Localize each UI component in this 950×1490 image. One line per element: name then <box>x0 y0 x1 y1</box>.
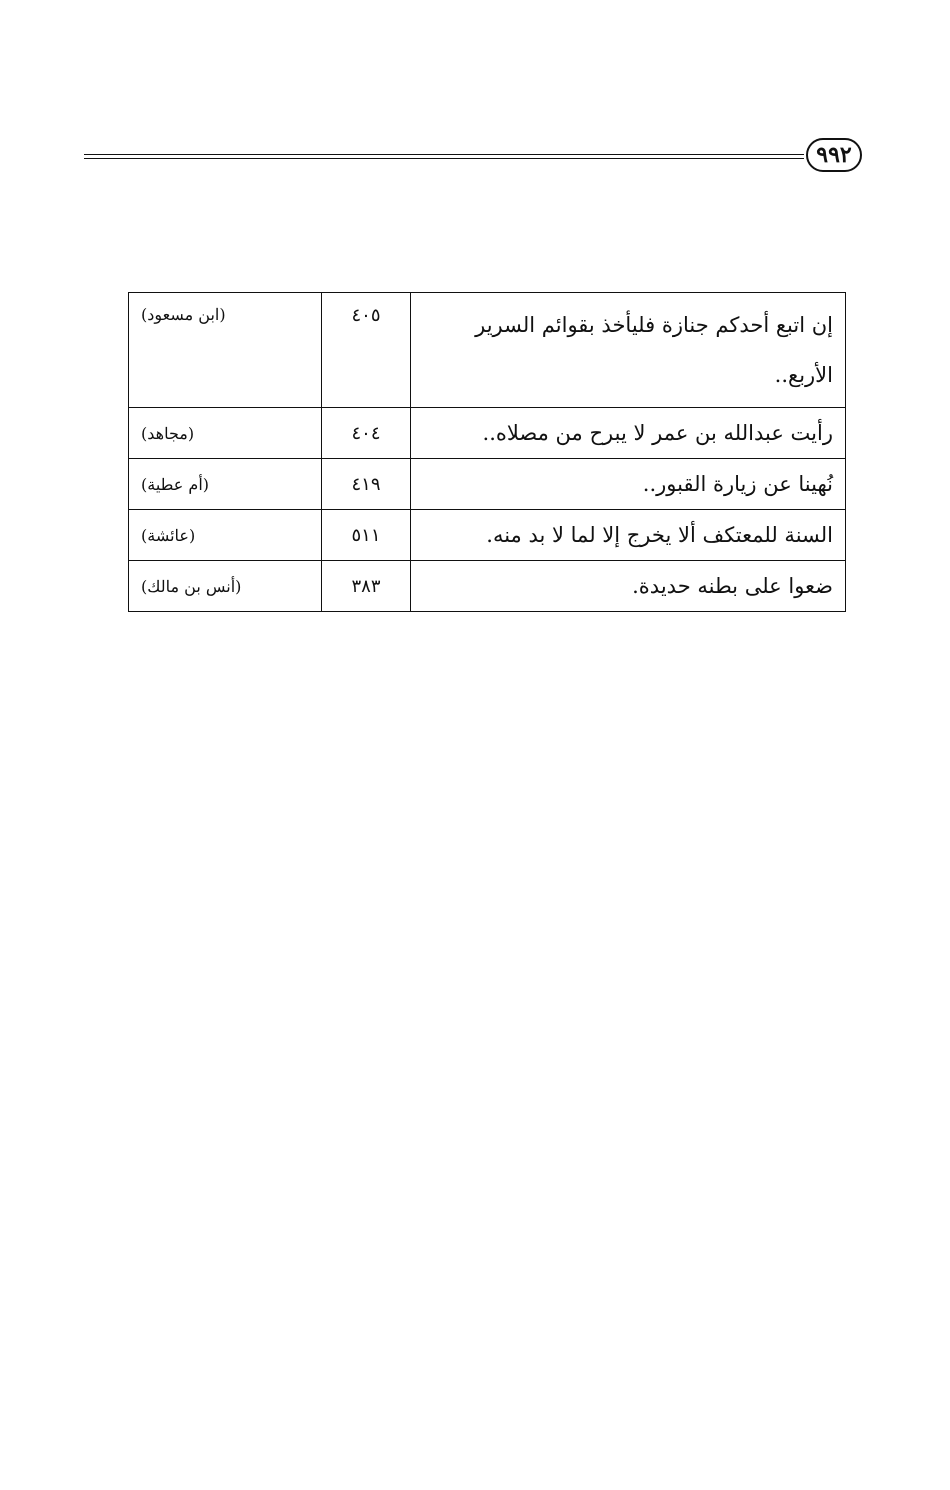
page-header <box>84 138 862 178</box>
hadith-text: نُهينا عن زيارة القبور.. <box>411 459 846 510</box>
page-reference: ٤٠٤ <box>322 408 411 459</box>
table-row <box>129 510 846 561</box>
narrator <box>129 408 322 459</box>
narrator <box>129 561 322 612</box>
narrator-name: (أم عطية) <box>141 474 209 494</box>
table-row <box>129 293 846 408</box>
page-reference: ٤٠٥ <box>322 293 411 408</box>
page-reference: ٥١١ <box>322 510 411 561</box>
table-row <box>129 561 846 612</box>
table-row <box>129 408 846 459</box>
hadith-text: رأيت عبدالله بن عمر لا يبرح من مصلاه.. <box>411 408 846 459</box>
hadith-text: إن اتبع أحدكم جنازة فليأخذ بقوائم السرير الأربع.. <box>411 293 846 408</box>
page-reference: ٤١٩ <box>322 459 411 510</box>
header-rule <box>84 154 804 159</box>
narrator <box>129 459 322 510</box>
table-row <box>129 459 846 510</box>
hadith-index-table <box>128 292 846 612</box>
hadith-text: ضعوا على بطنه حديدة. <box>411 561 846 612</box>
page-reference: ٣٨٣ <box>322 561 411 612</box>
narrator-name: (عائشة) <box>141 525 196 545</box>
narrator <box>129 510 322 561</box>
narrator <box>129 293 322 408</box>
narrator-name: (أنس بن مالك) <box>141 576 242 596</box>
page-number: ٩٩٢ <box>806 138 862 172</box>
narrator-name: (مجاهد) <box>141 423 195 443</box>
hadith-text: السنة للمعتكف ألا يخرج إلا لما لا بد منه. <box>411 510 846 561</box>
narrator-name: (ابن مسعود) <box>141 305 226 324</box>
